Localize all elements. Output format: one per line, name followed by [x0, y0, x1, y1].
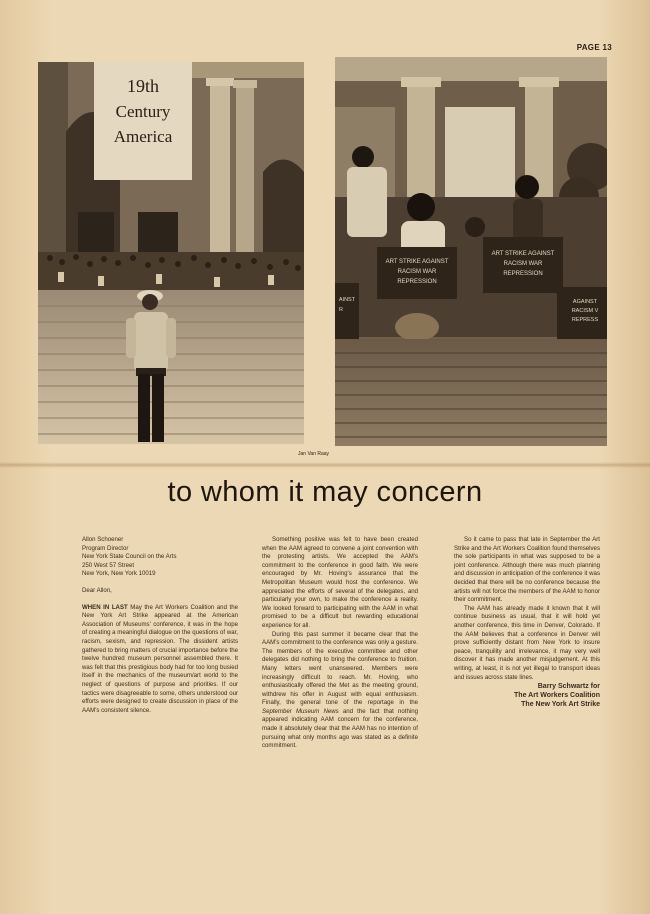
salutation: Dear Allon,: [82, 586, 112, 594]
letter-paragraph: [82, 604, 238, 716]
sign-2-line-3: REPRESSION: [503, 271, 543, 277]
signature-line: The Art Workers Coalition: [514, 692, 600, 700]
letter-paragraph: So it came to pass that late in September the Art Strike and the Art Workers Coalition found themselves the sole participants in what was supposed to be a joint conference. Although there was much planning and discussion in anticipation of the conference it was decided that there will be no conference because the artists will not force the members of the AAM to honor their commitment.: [454, 536, 600, 604]
recipient-address: [82, 536, 238, 579]
sign-3-line-1: AGAINST: [572, 299, 598, 305]
page-number: PAGE 13: [576, 43, 612, 52]
signature-line: The New York Art Strike: [521, 701, 600, 709]
signature-line: Barry Schwartz for: [537, 683, 600, 691]
sign-3-line-3: REPRESS: [571, 317, 599, 323]
sign-4-line-1: AINST: [338, 297, 356, 303]
paragraph-text: During this past summer it became clear that the AAM's commitment to the conference was only a gesture. The members of the executive committee and other delegates did nothing to bring the conference to fruition. Many letters went unanswered. Members were increasingly difficult to reach. Mr. Hoving, who enthusiastically offered the Met as the meeting ground, withdrew his offer in August with equal enthusiasm. Finally, the general tone of the reportage in the: [262, 630, 418, 707]
paragraph-text: May the Art Workers Coalition and the New York Art Strike appeared at the American Association of Museums' conference, it was in the hope of creating a meaningful dialogue on the questions of war, racism, sexism, and repression. The dissident artists gathered to bring matters of crucial importance before the twelve hundred museum personnel assembled there. It was felt that this prestigious body had for too long busied itself in the mechanics of the museum/art world to the neglect of questions of purpose and priorities. If our tactics were disagreeable to some, others understood our efforts were designed to create discussion in place of the AAM's consistent silence.: [82, 603, 238, 714]
sign-1-line-1: ART STRIKE AGAINST: [385, 259, 449, 265]
address-line: New York, New York 10019: [82, 570, 156, 578]
lead-in: WHEN IN LAST: [82, 603, 128, 611]
sign-1-line-3: REPRESSION: [397, 279, 437, 285]
banner-line-1: 19th: [126, 76, 160, 96]
protest-illustration: [335, 57, 607, 446]
photo-credit: Jan Van Raay: [298, 451, 330, 457]
address-line: Allon Schoener: [82, 536, 124, 543]
publication-name: September Museum News: [262, 707, 339, 715]
photo-museum-steps: [38, 62, 304, 444]
museum-steps-illustration: [38, 62, 304, 444]
sign-4-line-2: R: [339, 307, 343, 313]
address-line: Program Director: [82, 544, 129, 552]
banner-line-3: America: [113, 127, 173, 146]
banner-line-2: Century: [115, 102, 171, 121]
photo-protest: [335, 57, 607, 446]
signature-block: [454, 682, 600, 709]
sign-2-line-1: ART STRIKE AGAINST: [491, 251, 555, 257]
letter-column-3: [454, 536, 600, 709]
sign-2-line-2: RACISM WAR: [503, 261, 543, 267]
letter-paragraph: [262, 631, 418, 751]
letter-column-2: [262, 536, 418, 751]
letter-column-1: [82, 536, 238, 715]
sign-3-line-2: RACISM V: [571, 308, 599, 314]
headline: to whom it may concern: [167, 476, 483, 508]
page-fold: [0, 462, 650, 468]
letter-paragraph: The AAM has already made it known that it will continue business as usual, that it will hold yet another conference, this time in Denver, Colorado. If the AAM believes that a conference in Denver will prove sufficiently distant from New York to insure peace, tranquility and irrelevance, it may very well discover it has made another misjudgement. At this writing, at least, it is not yet illegal to transport ideas and issues across state lines.: [454, 604, 600, 681]
paragraph-text: and the fact that nothing appeared indicating AAM concern for the conference, made it absolutely clear that the AAM has no intention of pursuing what only months ago was stated as a definite commitment.: [262, 707, 418, 750]
sign-1-line-2: RACISM WAR: [397, 269, 437, 275]
address-line: 250 West 57 Street: [82, 561, 135, 569]
address-line: New York State Council on the Arts: [82, 553, 177, 561]
letter-paragraph: Something positive was felt to have been created when the AAM agreed to convene a joint convention with the protesting artists. We accepted the AAM's commitment to the conference in good faith. We were encouraged by Mr. Hoving's assurance that the Metropolitan Museum would host the conference. We appreciated the efforts of several of the delegates, and particularly your own, to make the conference a reality. We looked forward to participating with the AAM in what promised to be a difficult but rewarding educational experience for all.: [262, 536, 418, 629]
